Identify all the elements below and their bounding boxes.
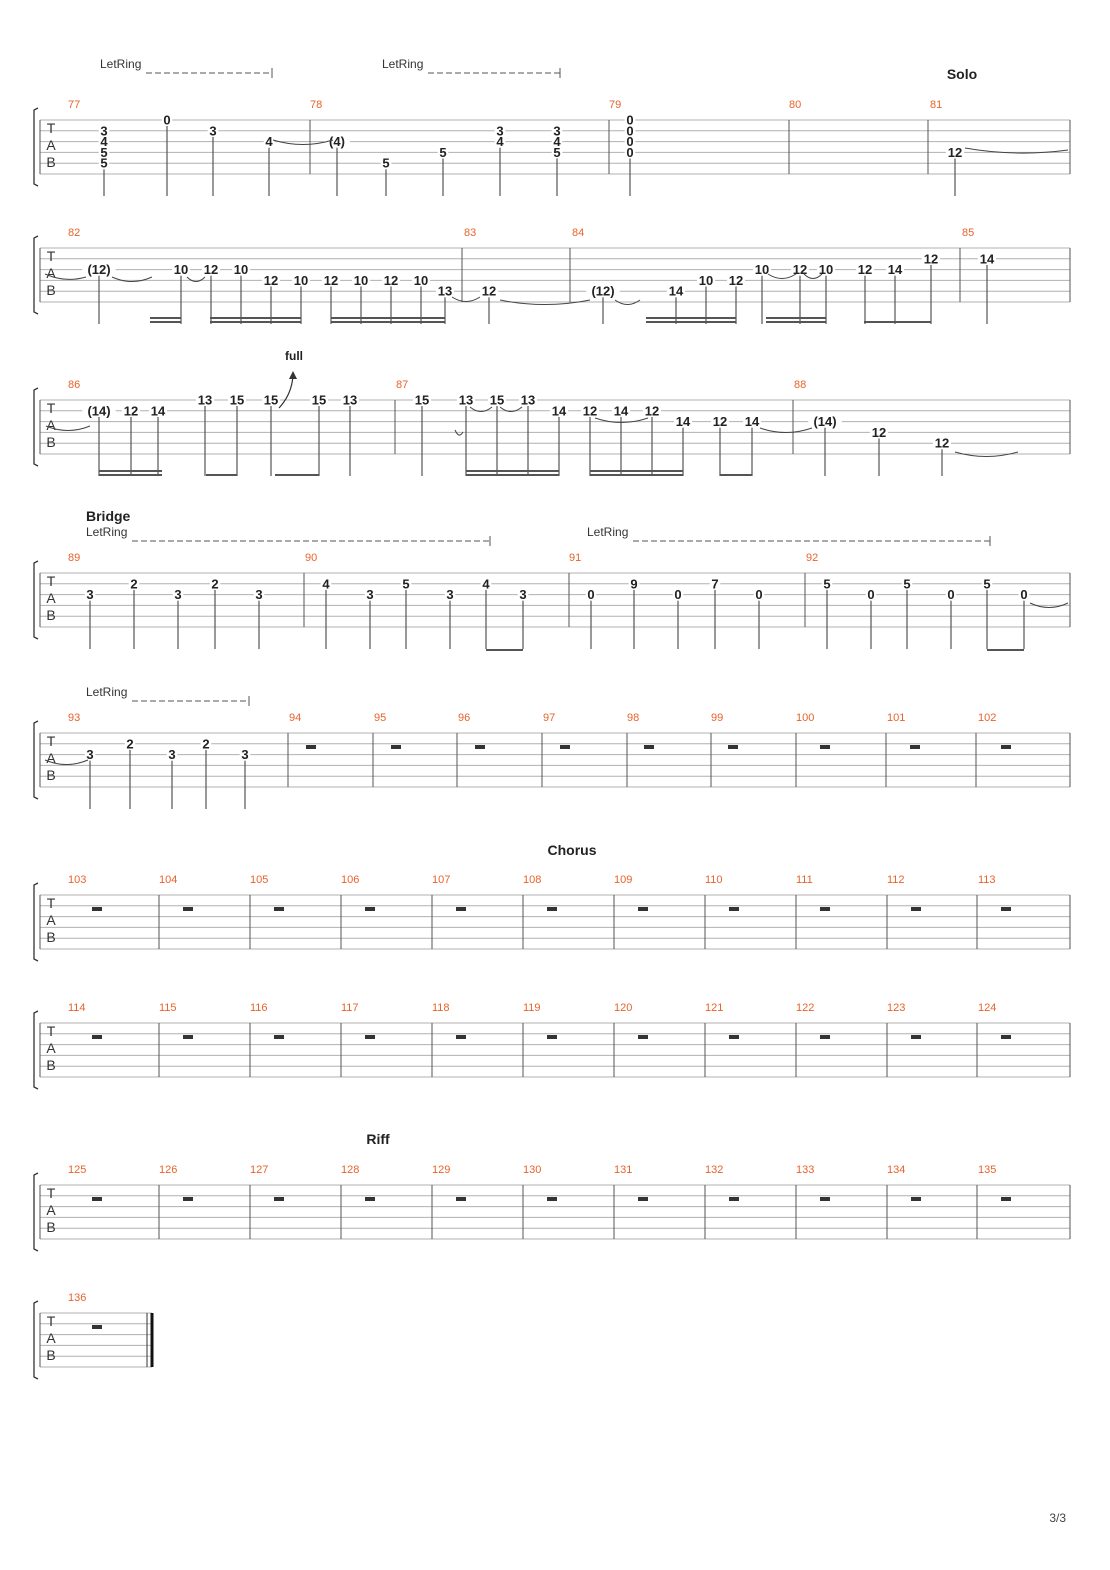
whole-rest xyxy=(911,1035,921,1039)
fret-number: 10 xyxy=(293,272,309,288)
tab-system-8 xyxy=(34,1173,1070,1251)
whole-rest xyxy=(638,1035,648,1039)
fret-number: 3 xyxy=(86,587,94,603)
staff-bracket xyxy=(34,721,38,799)
tab-clef-letter: A xyxy=(46,1040,56,1056)
measure-number: 132 xyxy=(705,1164,724,1176)
whole-rest xyxy=(638,907,648,911)
fret-number: 14 xyxy=(979,251,995,267)
whole-rest xyxy=(820,1197,830,1201)
tab-clef-letter: B xyxy=(46,607,56,623)
measure-number: 107 xyxy=(432,874,451,886)
tab-clef-letter: A xyxy=(46,137,56,153)
page-number: 3/3 xyxy=(1049,1511,1066,1525)
fret-number: 10 xyxy=(233,262,249,278)
measure-number: 111 xyxy=(796,874,813,886)
measure-number: 85 xyxy=(962,227,975,239)
measure-number: 133 xyxy=(796,1164,815,1176)
fret-number: 9 xyxy=(630,576,638,592)
staff-bracket xyxy=(34,108,38,186)
fret-number: 14 xyxy=(744,414,760,430)
measure-number: 121 xyxy=(705,1002,724,1014)
whole-rest xyxy=(728,745,738,749)
measure-number: 109 xyxy=(614,874,633,886)
measure-number: 98 xyxy=(627,712,640,724)
fret-number: 0 xyxy=(755,587,763,603)
measure-number: 99 xyxy=(711,712,724,724)
fret-number: 10 xyxy=(353,272,369,288)
whole-rest xyxy=(547,1035,557,1039)
measure-number: 80 xyxy=(789,99,802,111)
fret-number: 4 xyxy=(496,134,504,150)
whole-rest xyxy=(274,1035,284,1039)
fret-number: 3 xyxy=(553,123,561,139)
tab-system-2 xyxy=(34,236,1070,324)
fret-number: 14 xyxy=(551,403,567,419)
let-ring-label: LetRing xyxy=(100,57,142,71)
whole-rest xyxy=(365,907,375,911)
staff-bracket xyxy=(34,883,38,961)
measure-number: 104 xyxy=(159,874,178,886)
whole-rest xyxy=(92,1197,102,1201)
fret-number: 15 xyxy=(311,392,327,408)
tab-clef-letter: B xyxy=(46,1347,56,1363)
fret-number: 10 xyxy=(413,272,429,288)
tab-clef-letter: A xyxy=(46,1330,56,1346)
measure-number: 134 xyxy=(887,1164,906,1176)
fret-number: 3 xyxy=(100,123,108,139)
measure-number: 77 xyxy=(68,99,81,111)
fret-number: 14 xyxy=(887,262,903,278)
fret-number: 12 xyxy=(947,144,963,160)
measure-number: 120 xyxy=(614,1002,633,1014)
measure-number: 112 xyxy=(887,874,905,886)
section-label: Riff xyxy=(366,1131,390,1147)
whole-rest xyxy=(820,1035,830,1039)
tab-clef-letter: B xyxy=(46,929,56,945)
fret-number: 3 xyxy=(86,747,94,763)
fret-number: 12 xyxy=(323,272,339,288)
fret-number: 13 xyxy=(342,392,358,408)
tab-clef-letter: B xyxy=(46,1057,56,1073)
fret-number: 12 xyxy=(481,283,497,299)
measure-number: 82 xyxy=(68,227,81,239)
measure-number: 81 xyxy=(930,99,943,111)
fret-number: (14) xyxy=(813,414,837,430)
whole-rest xyxy=(274,907,284,911)
bend-label: full xyxy=(285,349,303,363)
tie-arc xyxy=(452,297,480,302)
whole-rest xyxy=(820,745,830,749)
measure-number: 93 xyxy=(68,712,81,724)
fret-number: 4 xyxy=(322,576,330,592)
whole-rest xyxy=(92,1035,102,1039)
measure-number: 97 xyxy=(543,712,556,724)
fret-number: 3 xyxy=(446,587,454,603)
measure-number: 122 xyxy=(796,1002,815,1014)
let-ring-label: LetRing xyxy=(86,685,128,699)
fret-number: 3 xyxy=(519,587,527,603)
staff-bracket xyxy=(34,561,38,639)
fret-number: 15 xyxy=(414,392,430,408)
tab-clef-letter: B xyxy=(46,282,56,298)
tab-clef-letter: T xyxy=(46,1023,56,1039)
fret-number: 12 xyxy=(857,262,873,278)
measure-number: 83 xyxy=(464,227,477,239)
measure-number: 108 xyxy=(523,874,542,886)
fret-number: 5 xyxy=(100,144,108,160)
whole-rest xyxy=(911,1197,921,1201)
whole-rest xyxy=(456,1197,466,1201)
tab-clef-letter: T xyxy=(46,733,56,749)
fret-number: 12 xyxy=(728,272,744,288)
tab-clef-letter: B xyxy=(46,1219,56,1235)
fret-number: 5 xyxy=(439,144,447,160)
fret-number: 10 xyxy=(698,272,714,288)
tab-system-3 xyxy=(34,388,1070,476)
staff-bracket xyxy=(34,1173,38,1251)
let-ring-label: LetRing xyxy=(86,525,128,539)
whole-rest xyxy=(183,1197,193,1201)
measure-number: 130 xyxy=(523,1164,542,1176)
tab-clef-letter: T xyxy=(46,1185,56,1201)
whole-rest xyxy=(183,1035,193,1039)
fret-number: 3 xyxy=(366,587,374,603)
fret-number: 14 xyxy=(613,403,629,419)
whole-rest xyxy=(644,745,654,749)
fret-number: 15 xyxy=(263,392,279,408)
fret-number: 3 xyxy=(174,587,182,603)
measure-number: 126 xyxy=(159,1164,178,1176)
measure-number: 128 xyxy=(341,1164,360,1176)
tab-system-6 xyxy=(34,883,1070,961)
whole-rest xyxy=(92,907,102,911)
whole-rest xyxy=(1001,1197,1011,1201)
tie-arc xyxy=(760,428,812,433)
fret-number: 12 xyxy=(582,403,598,419)
measure-number: 103 xyxy=(68,874,87,886)
fret-number: 4 xyxy=(265,134,273,150)
whole-rest xyxy=(729,1197,739,1201)
fret-number: 14 xyxy=(675,414,691,430)
measure-number: 119 xyxy=(523,1002,541,1014)
whole-rest xyxy=(910,745,920,749)
section-label: Bridge xyxy=(86,508,131,524)
tab-clef-letter: A xyxy=(46,590,56,606)
fret-number: 0 xyxy=(947,587,955,603)
fret-number: 2 xyxy=(202,736,210,752)
measure-number: 89 xyxy=(68,552,81,564)
whole-rest xyxy=(638,1197,648,1201)
fret-number: 0 xyxy=(626,123,634,139)
measure-number: 86 xyxy=(68,379,81,391)
staff-bracket xyxy=(34,1011,38,1089)
staff-bracket xyxy=(34,1301,38,1379)
tab-system-1 xyxy=(34,68,1070,196)
tab-clef-letter: B xyxy=(46,154,56,170)
whole-rest xyxy=(547,1197,557,1201)
measure-number: 113 xyxy=(978,874,996,886)
whole-rest xyxy=(365,1035,375,1039)
let-ring-label: LetRing xyxy=(587,525,629,539)
measure-number: 102 xyxy=(978,712,997,724)
whole-rest xyxy=(1001,745,1011,749)
whole-rest xyxy=(365,1197,375,1201)
fret-number: 4 xyxy=(553,134,561,150)
fret-number: 12 xyxy=(383,272,399,288)
tab-clef-letter: T xyxy=(46,573,56,589)
fret-number: 12 xyxy=(263,272,279,288)
measure-number: 101 xyxy=(887,712,906,724)
fret-number: 12 xyxy=(934,435,950,451)
fret-number: 13 xyxy=(458,392,474,408)
fret-number: (12) xyxy=(87,262,111,278)
bend-arrow xyxy=(289,371,297,379)
whole-rest xyxy=(1001,1035,1011,1039)
measure-number: 78 xyxy=(310,99,323,111)
fret-number: 15 xyxy=(229,392,245,408)
fret-number: 10 xyxy=(754,262,770,278)
fret-number: 12 xyxy=(644,403,660,419)
measure-number: 95 xyxy=(374,712,387,724)
tab-system-4 xyxy=(34,536,1070,649)
measure-number: 135 xyxy=(978,1164,997,1176)
tab-clef-letter: T xyxy=(46,1313,56,1329)
fret-number: 5 xyxy=(402,576,410,592)
fret-number: 5 xyxy=(903,576,911,592)
fret-number: 5 xyxy=(382,155,390,171)
measure-number: 84 xyxy=(572,227,585,239)
section-label: Chorus xyxy=(547,842,597,858)
whole-rest xyxy=(911,907,921,911)
fret-number: 3 xyxy=(168,747,176,763)
fret-number: 3 xyxy=(255,587,263,603)
measure-number: 90 xyxy=(305,552,318,564)
tab-clef-letter: T xyxy=(46,895,56,911)
whole-rest xyxy=(306,745,316,749)
fret-number: 14 xyxy=(668,283,684,299)
fret-number: 3 xyxy=(209,123,217,139)
fret-number: 0 xyxy=(867,587,875,603)
fret-number: 0 xyxy=(163,112,171,128)
measure-number: 114 xyxy=(68,1002,86,1014)
fret-number: 13 xyxy=(197,392,213,408)
fret-number: 5 xyxy=(983,576,991,592)
fret-number: (12) xyxy=(591,283,615,299)
fret-number: 0 xyxy=(626,112,634,128)
measure-number: 106 xyxy=(341,874,360,886)
fret-number: 4 xyxy=(100,134,108,150)
fret-number: 15 xyxy=(489,392,505,408)
tie-arc xyxy=(273,140,333,145)
fret-number: 14 xyxy=(150,403,166,419)
tab-clef-letter: T xyxy=(46,400,56,416)
fret-number: 0 xyxy=(587,587,595,603)
fret-number: 10 xyxy=(173,262,189,278)
measure-number: 100 xyxy=(796,712,815,724)
whole-rest xyxy=(729,907,739,911)
whole-rest xyxy=(92,1325,102,1329)
measure-number: 125 xyxy=(68,1164,87,1176)
measure-number: 91 xyxy=(569,552,582,564)
tab-clef-letter: T xyxy=(46,120,56,136)
measure-number: 124 xyxy=(978,1002,997,1014)
fret-number: 5 xyxy=(100,155,108,171)
fret-number: 7 xyxy=(711,576,719,592)
fret-number: 0 xyxy=(674,587,682,603)
fret-number: (14) xyxy=(87,403,111,419)
measure-number: 118 xyxy=(432,1002,450,1014)
fret-number: 13 xyxy=(437,283,453,299)
measure-number: 96 xyxy=(458,712,471,724)
measure-number: 87 xyxy=(396,379,409,391)
fret-number: 12 xyxy=(923,251,939,267)
measure-number: 115 xyxy=(159,1002,177,1014)
whole-rest xyxy=(391,745,401,749)
tab-clef-letter: A xyxy=(46,750,56,766)
tab-clef-letter: B xyxy=(46,434,56,450)
measure-number: 117 xyxy=(341,1002,359,1014)
fret-number: 5 xyxy=(553,144,561,160)
fret-number: 12 xyxy=(712,414,728,430)
measure-number: 105 xyxy=(250,874,269,886)
tab-system-7 xyxy=(34,1011,1070,1089)
whole-rest xyxy=(183,907,193,911)
fret-number: 2 xyxy=(130,576,138,592)
whole-rest xyxy=(475,745,485,749)
measure-number: 92 xyxy=(806,552,819,564)
fret-number: 12 xyxy=(871,424,887,440)
tab-clef-letter: A xyxy=(46,265,56,281)
measure-number: 123 xyxy=(887,1002,906,1014)
fret-number: 4 xyxy=(482,576,490,592)
fret-number: 0 xyxy=(626,144,634,160)
whole-rest xyxy=(456,1035,466,1039)
tab-clef-letter: A xyxy=(46,1202,56,1218)
fret-number: 12 xyxy=(123,403,139,419)
measure-number: 88 xyxy=(794,379,807,391)
whole-rest xyxy=(1001,907,1011,911)
whole-rest xyxy=(274,1197,284,1201)
whole-rest xyxy=(729,1035,739,1039)
measure-number: 131 xyxy=(614,1164,633,1176)
measure-number: 136 xyxy=(68,1292,87,1304)
measure-number: 116 xyxy=(250,1002,268,1014)
fret-number: 0 xyxy=(626,134,634,150)
fret-number: 5 xyxy=(823,576,831,592)
tab-clef-letter: A xyxy=(46,417,56,433)
section-label: Solo xyxy=(946,66,978,82)
fret-number: (4) xyxy=(329,134,345,150)
fret-number: 10 xyxy=(818,262,834,278)
bend-curve xyxy=(279,375,293,408)
measure-number: 79 xyxy=(609,99,622,111)
measure-number: 127 xyxy=(250,1164,269,1176)
fret-number: 3 xyxy=(241,747,249,763)
fret-number: 2 xyxy=(126,736,134,752)
tab-clef-letter: A xyxy=(46,912,56,928)
tab-clef-letter: B xyxy=(46,767,56,783)
fret-number: 0 xyxy=(1020,587,1028,603)
fret-number: 2 xyxy=(211,576,219,592)
whole-rest xyxy=(547,907,557,911)
whole-rest xyxy=(820,907,830,911)
tab-clef-letter: T xyxy=(46,248,56,264)
let-ring-label: LetRing xyxy=(382,57,424,71)
fret-number: 3 xyxy=(496,123,504,139)
fret-number: 13 xyxy=(520,392,536,408)
whole-rest xyxy=(560,745,570,749)
whole-rest xyxy=(456,907,466,911)
measure-number: 94 xyxy=(289,712,302,724)
fret-number: 12 xyxy=(792,262,808,278)
measure-number: 129 xyxy=(432,1164,451,1176)
fret-number: 12 xyxy=(203,262,219,278)
staff-bracket xyxy=(34,236,38,314)
measure-number: 110 xyxy=(705,874,723,886)
staff-bracket xyxy=(34,388,38,466)
